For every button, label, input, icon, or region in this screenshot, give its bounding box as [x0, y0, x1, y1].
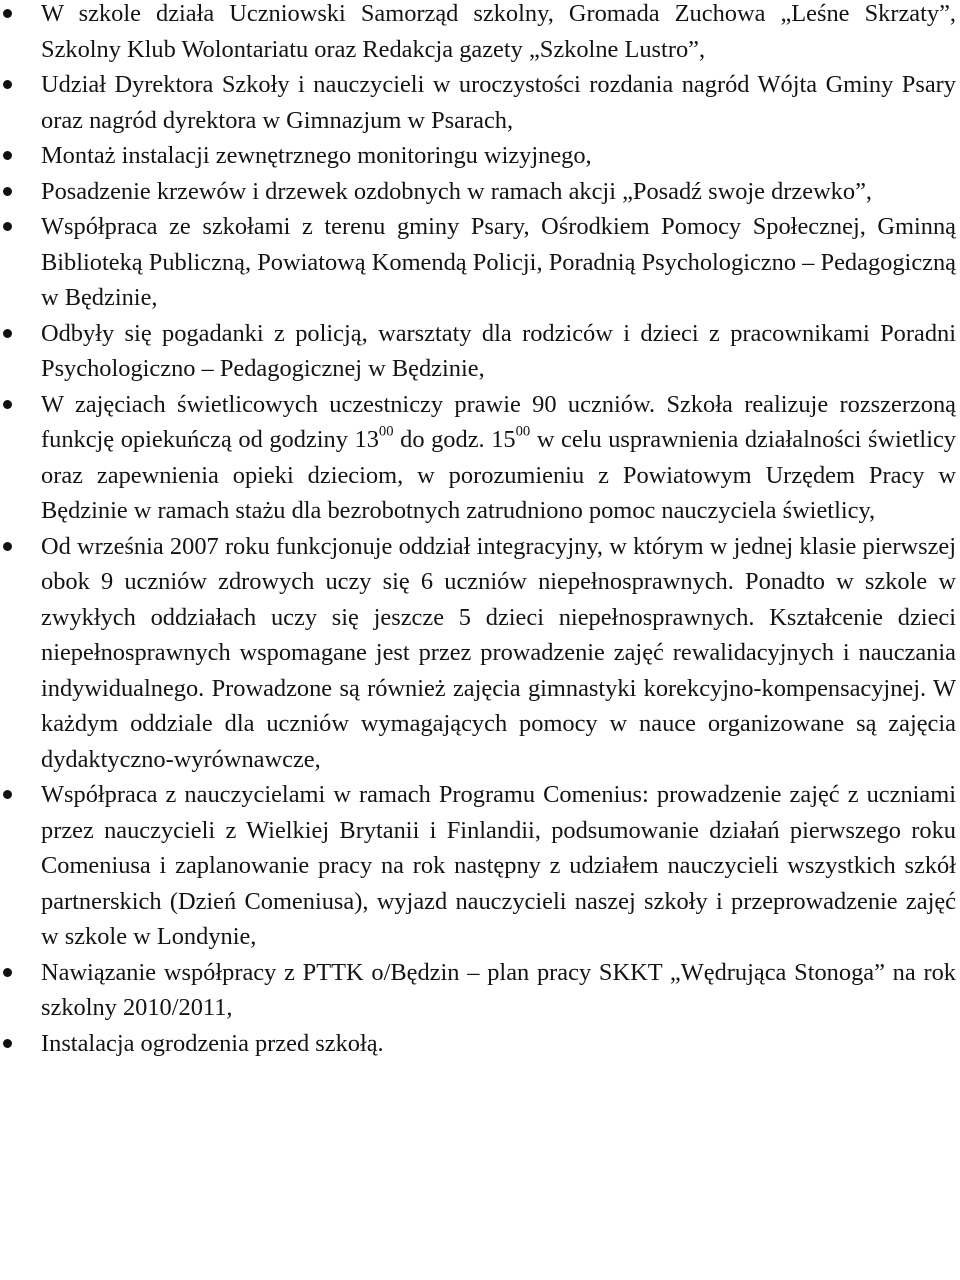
- bullet-icon: [3, 80, 12, 89]
- list-item-text: w celu usprawnienia działalności świetlicy oraz zapewnienia opieki dzieciom, w porozumieniu z Powiatowym Urzędem Pracy w Będzinie w ramach stażu dla bezrobotnych zatrudniono pomoc nauczyciela świetlicy,: [41, 426, 956, 524]
- bullet-icon: [3, 542, 12, 551]
- bullet-icon: [3, 329, 12, 338]
- list-item: [0, 1026, 956, 1062]
- list-item-text: Instalacja ogrodzenia przed szkołą.: [41, 1029, 384, 1057]
- list-item: [0, 316, 956, 387]
- time-superscript: 00: [515, 423, 531, 440]
- bullet-icon: [3, 9, 12, 18]
- list-item-text: Nawiązanie współpracy z PTTK o/Będzin – plan pracy SKKT „Wędrująca Stonoga” na rok szkolny 2010/2011,: [41, 958, 956, 1021]
- list-item-text: do godz. 15: [393, 426, 516, 453]
- list-item-text: Współpraca ze szkołami z terenu gminy Psary, Ośrodkiem Pomocy Społecznej, Gminną Biblioteką Publiczną, Powiatową Komendą Policji, Poradnią Psychologiczno – Pedagogiczną w Będzinie,: [41, 213, 956, 311]
- bullet-icon: [3, 222, 12, 231]
- list-item: [0, 387, 956, 529]
- bullet-icon: [3, 187, 12, 196]
- list-item-text: Współpraca z nauczycielami w ramach Programu Comenius: prowadzenie zajęć z uczniami przez nauczycieli z Wielkiej Brytanii i Finlandii, podsumowanie działań pierwszego roku Comeniusa i zaplanowanie pracy na rok następny z udziałem nauczycieli wszystkich szkół partnerskich (Dzień Comeniusa), wyjazd nauczycieli naszej szkoły i przeprowadzenie zajęć w szkole w Londynie,: [41, 781, 956, 950]
- list-item-text: Posadzenie krzewów i drzewek ozdobnych w ramach akcji „Posadź swoje drzewko”,: [41, 177, 872, 205]
- list-item: [0, 529, 956, 778]
- bullet-icon: [3, 790, 12, 799]
- list-item-text: W szkole działa Uczniowski Samorząd szkolny, Gromada Zuchowa „Leśne Skrzaty”, Szkolny Klub Wolontariatu oraz Redakcja gazety „Szkolne Lustro”,: [41, 0, 956, 63]
- list-item: [0, 0, 956, 67]
- list-item: [0, 955, 956, 1026]
- list-item: [0, 138, 956, 174]
- list-item-text: Udział Dyrektora Szkoły i nauczycieli w uroczystości rozdania nagród Wójta Gminy Psary oraz nagród dyrektora w Gimnazjum w Psarach,: [41, 71, 956, 134]
- list-item: [0, 209, 956, 316]
- list-item: [0, 777, 956, 955]
- bullet-icon: [3, 151, 12, 160]
- list-item-text: W zajęciach świetlicowych uczestniczy prawie 90 uczniów. Szkoła realizuje rozszerzoną funkcję opiekuńczą od godziny 13: [41, 390, 956, 453]
- list-item: [0, 67, 956, 138]
- list-item-text: Od września 2007 roku funkcjonuje oddział integracyjny, w którym w jednej klasie pierwszej obok 9 uczniów zdrowych uczy się 6 uczniów niepełnosprawnych. Ponadto w szkole w zwykłych oddziałach uczy się jeszcze 5 dzieci niepełnosprawnych. Kształcenie dzieci niepełnosprawnych wspomagane jest przez prowadzenie zajęć rewalidacyjnych i nauczania indywidualnego. Prowadzone są również zajęcia gimnastyki korekcyjno-kompensacyjnej. W każdym oddziale dla uczniów wymagających pomocy w nauce organizowane są zajęcia dydaktyczno-wyrównawcze,: [41, 532, 956, 773]
- bullet-icon: [3, 400, 12, 409]
- bullet-icon: [3, 1039, 12, 1048]
- time-superscript: 00: [378, 423, 394, 440]
- list-item: [0, 174, 956, 210]
- bullet-icon: [3, 968, 12, 977]
- list-item-text: Montaż instalacji zewnętrznego monitoringu wizyjnego,: [41, 142, 592, 169]
- list-item-text: Odbyły się pogadanki z policją, warsztaty dla rodziców i dzieci z pracownikami Poradni Psychologiczno – Pedagogicznej w Będzinie,: [41, 319, 956, 382]
